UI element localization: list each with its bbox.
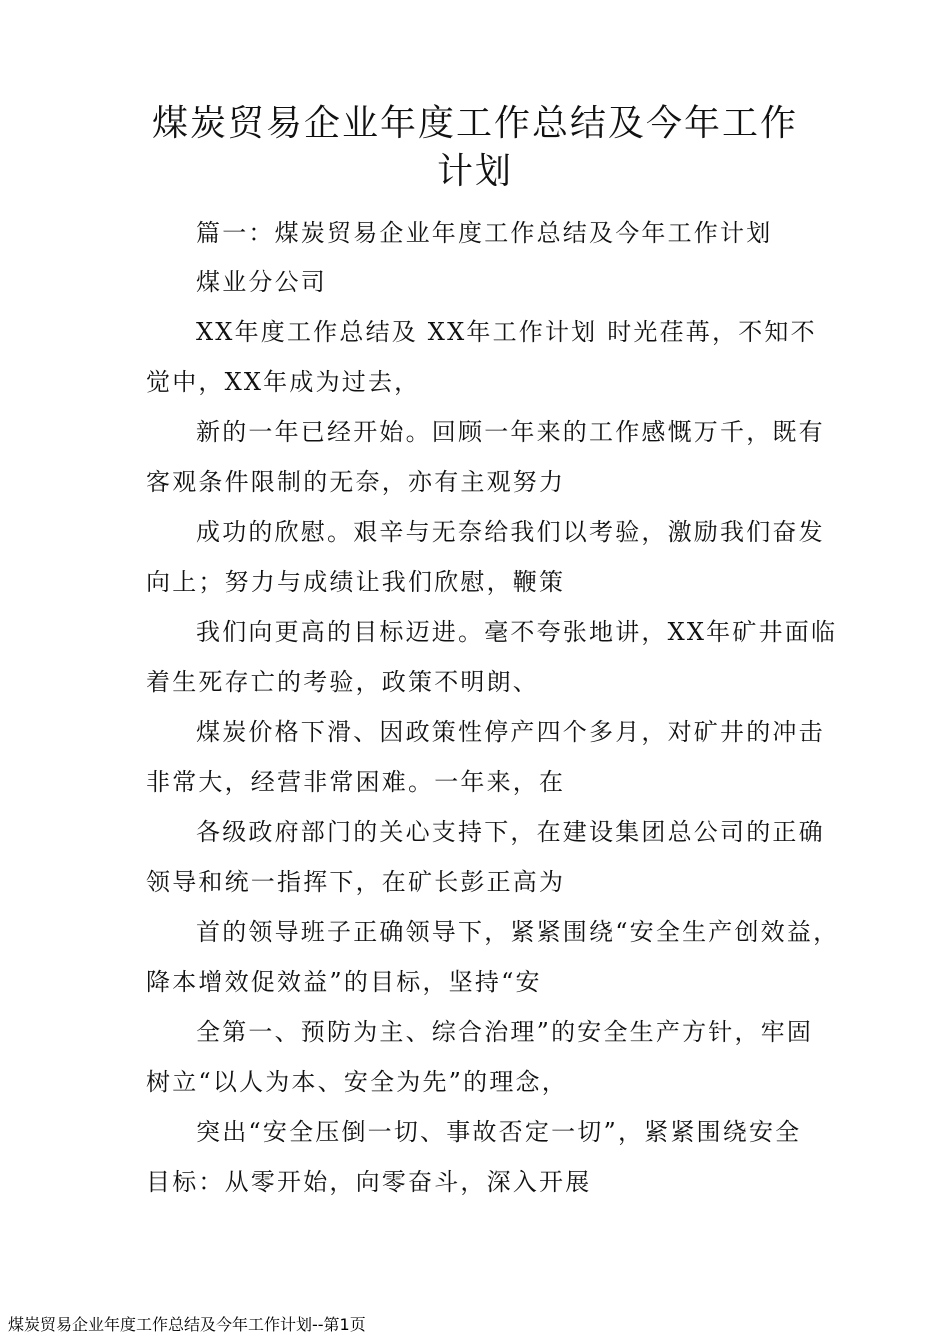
section-heading: 篇一：煤炭贸易企业年度工作总结及今年工作计划 xyxy=(196,219,773,247)
paragraph-line: 各级政府部门的关心支持下，在建设集团总公司的正确 xyxy=(196,818,825,846)
paragraph-line: 我们向更高的目标迈进。毫不夸张地讲，XX年矿井面临 xyxy=(196,618,838,646)
paragraph-line: 非常大，经营非常困难。一年来，在 xyxy=(146,768,566,796)
paragraph-line: 觉中，XX年成为过去， xyxy=(146,368,421,396)
paragraph-line: 新的一年已经开始。回顾一年来的工作感慨万千，既有 xyxy=(196,418,825,446)
page-footer: 煤炭贸易企业年度工作总结及今年工作计划--第1页 xyxy=(8,1315,366,1334)
paragraph-line: XX年度工作总结及 XX年工作计划 时光荏苒，不知不 xyxy=(196,318,817,346)
document-title-line-1: 煤炭贸易企业年度工作总结及今年工作 xyxy=(151,103,798,144)
paragraph-line: 成功的欣慰。艰辛与无奈给我们以考验，激励我们奋发 xyxy=(196,518,825,546)
organization-name: 煤业分公司 xyxy=(196,268,327,296)
paragraph-line: 首的领导班子正确领导下，紧紧围绕“安全生产创效益， xyxy=(196,918,840,946)
paragraph-line: 树立“以人为本、安全为先”的理念， xyxy=(146,1068,568,1096)
paragraph-line: 全第一、预防为主、综合治理”的安全生产方针，牢固 xyxy=(196,1018,814,1046)
paragraph-line: 降本增效促效益”的目标，坚持“安 xyxy=(146,968,542,996)
document-title-line-2: 计划 xyxy=(436,151,513,192)
paragraph-line: 客观条件限制的无奈，亦有主观努力 xyxy=(146,468,566,496)
paragraph-line: 着生死存亡的考验，政策不明朗、 xyxy=(146,668,539,696)
paragraph-line: 煤炭价格下滑、因政策性停产四个多月，对矿井的冲击 xyxy=(196,718,825,746)
paragraph-line: 向上；努力与成绩让我们欣慰，鞭策 xyxy=(146,568,566,596)
paragraph-line: 目标：从零开始，向零奋斗，深入开展 xyxy=(146,1168,592,1196)
paragraph-line: 领导和统一指挥下，在矿长彭正高为 xyxy=(146,868,566,896)
paragraph-line: 突出“安全压倒一切、事故否定一切”，紧紧围绕安全 xyxy=(196,1118,802,1146)
